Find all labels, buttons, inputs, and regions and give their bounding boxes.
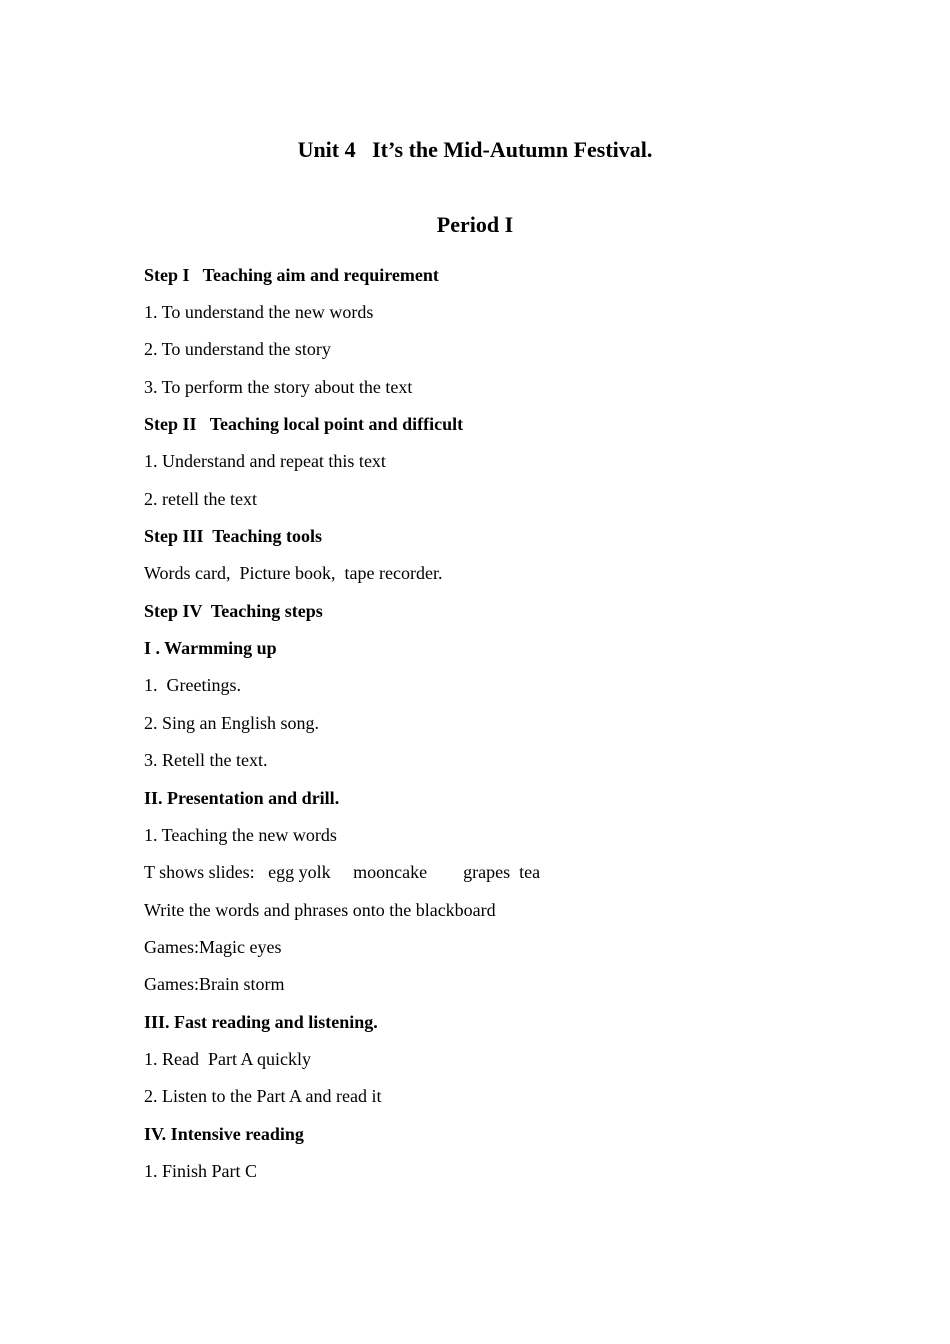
text-line: 2. Listen to the Part A and read it [144, 1086, 382, 1106]
text-line: 3. Retell the text. [144, 750, 268, 770]
text-line: Games:Magic eyes [144, 937, 282, 957]
text-line: Write the words and phrases onto the blackboard [144, 900, 496, 920]
text-line: 1. Teaching the new words [144, 825, 337, 845]
text-line: Games:Brain storm [144, 974, 285, 994]
text-line: 2. Sing an English song. [144, 713, 320, 733]
step-2-heading: Step II Teaching local point and difficult [144, 414, 464, 434]
section-heading-intensive-reading: IV. Intensive reading [144, 1124, 304, 1144]
text-line: 2. To understand the story [144, 339, 331, 359]
text-line: Words card, Picture book, tape recorder. [144, 563, 443, 583]
text-line: T shows slides: egg yolk mooncake grapes tea [144, 862, 541, 882]
text-line: 1. Greetings. [144, 675, 241, 695]
section-heading-fast-reading: III. Fast reading and listening. [144, 1012, 378, 1032]
step-1-heading: Step I Teaching aim and requirement [144, 265, 439, 285]
document-subtitle: Period I [436, 212, 514, 237]
text-line: 1. To understand the new words [144, 302, 374, 322]
text-line: 1. Understand and repeat this text [144, 451, 386, 471]
document-title: Unit 4 It’s the Mid-Autumn Festival. [297, 137, 653, 162]
text-line: 3. To perform the story about the text [144, 377, 413, 397]
section-heading-presentation: II. Presentation and drill. [144, 788, 340, 808]
section-heading-warming-up: I . Warmming up [144, 638, 277, 658]
text-line: 1. Read Part A quickly [144, 1049, 311, 1069]
text-line: 1. Finish Part C [144, 1161, 258, 1181]
text-line: 2. retell the text [144, 489, 257, 509]
step-4-heading: Step IV Teaching steps [144, 601, 323, 621]
step-3-heading: Step III Teaching tools [144, 526, 323, 546]
